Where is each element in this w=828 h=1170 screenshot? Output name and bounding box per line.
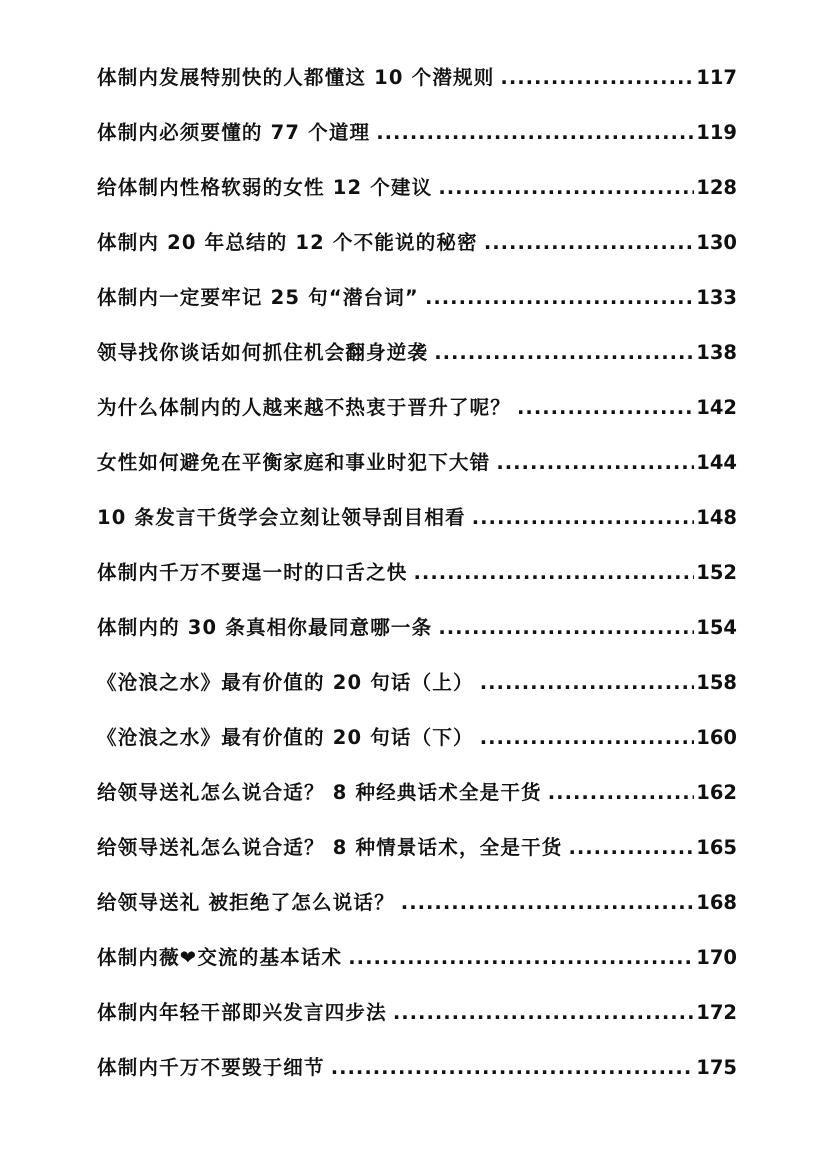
toc-entry[interactable] [97, 884, 737, 939]
toc-entry-title: 体制内千万不要逞一时的口舌之快 [97, 561, 408, 584]
toc-entry-page: 172 [696, 1001, 737, 1024]
toc-entry-page: 128 [696, 176, 737, 199]
toc-entry[interactable] [97, 279, 737, 334]
dot-leader [331, 1049, 695, 1087]
toc-entry-title: 体制内 20 年总结的 12 个不能说的秘密 [97, 231, 478, 254]
toc-entry[interactable] [97, 664, 737, 719]
dot-leader [376, 114, 694, 152]
toc-entry-title: 10 条发言干货学会立刻让领导刮目相看 [97, 506, 466, 529]
toc-entry-page: 142 [696, 396, 737, 419]
dot-leader [472, 499, 695, 537]
toc-entry-page: 144 [696, 451, 737, 474]
toc-entry-page: 170 [696, 946, 737, 969]
dot-leader [496, 444, 694, 482]
toc-entry[interactable] [97, 829, 737, 884]
toc-entry-page: 117 [696, 66, 737, 89]
toc-entry-page: 160 [696, 726, 737, 749]
dot-leader [401, 884, 694, 922]
dot-leader [480, 664, 695, 702]
toc-entry[interactable] [97, 719, 737, 774]
dot-leader [548, 774, 695, 812]
toc-entry-page: 133 [696, 286, 737, 309]
toc-entry-title: 领导找你谈话如何抓住机会翻身逆袭 [97, 341, 429, 364]
toc-entry-title: 体制内的 30 条真相你最同意哪一条 [97, 616, 433, 639]
toc-entry-title: 体制内发展特别快的人都懂这 10 个潜规则 [97, 66, 495, 89]
dot-leader [568, 829, 694, 867]
toc-entry[interactable] [97, 939, 737, 994]
toc-entry-title: 体制内必须要懂的 77 个道理 [97, 121, 371, 144]
dot-leader [484, 224, 694, 262]
dot-leader [348, 939, 694, 977]
toc-entry-page: 119 [696, 121, 737, 144]
dot-leader [500, 59, 694, 97]
toc-entry[interactable] [97, 389, 737, 444]
toc-entry-page: 175 [696, 1056, 737, 1079]
toc-entry-title: 给领导送礼 被拒绝了怎么说话？ [97, 891, 395, 914]
dot-leader [480, 719, 695, 757]
toc-entry-page: 168 [696, 891, 737, 914]
toc-entry[interactable] [97, 554, 737, 609]
toc-entry-title: 给领导送礼怎么说合适？ 8 种情景话术，全是干货 [97, 836, 563, 859]
toc-entry-page: 152 [696, 561, 737, 584]
dot-leader [393, 994, 694, 1032]
toc-entry[interactable] [97, 114, 737, 169]
toc-entry-title: 给领导送礼怎么说合适？ 8 种经典话术全是干货 [97, 781, 542, 804]
dot-leader [425, 279, 694, 317]
toc-entry-title: 体制内年轻干部即兴发言四步法 [97, 1001, 387, 1024]
toc-entry-page: 138 [696, 341, 737, 364]
dot-leader [517, 389, 694, 427]
toc-entry[interactable] [97, 609, 737, 664]
toc-entry-title: 体制内一定要牢记 25 句“潜台词” [97, 286, 419, 309]
toc-entry[interactable] [97, 224, 737, 279]
toc-entry[interactable] [97, 334, 737, 389]
toc-entry[interactable] [97, 444, 737, 499]
toc-entry-page: 148 [696, 506, 737, 529]
toc-entry-page: 165 [696, 836, 737, 859]
toc-entry-page: 154 [696, 616, 737, 639]
toc-entry-title: 为什么体制内的人越来越不热衷于晋升了呢？ [97, 396, 512, 419]
toc-entry-title: 《沧浪之水》最有价值的 20 句话（下） [97, 726, 474, 749]
dot-leader [438, 169, 694, 207]
toc-entry-title: 给体制内性格软弱的女性 12 个建议 [97, 176, 433, 199]
toc-entry-page: 162 [696, 781, 737, 804]
toc-entry-title: 体制内薇❤交流的基本话术 [97, 946, 343, 969]
toc-entry-title: 女性如何避免在平衡家庭和事业时犯下大错 [97, 451, 491, 474]
toc-entry-title: 体制内千万不要毁于细节 [97, 1056, 325, 1079]
toc-entry[interactable] [97, 1049, 737, 1104]
toc-entry[interactable] [97, 59, 737, 114]
toc-entry[interactable] [97, 994, 737, 1049]
toc-entry[interactable] [97, 499, 737, 554]
table-of-contents [97, 59, 737, 1104]
toc-entry-title: 《沧浪之水》最有价值的 20 句话（上） [97, 671, 474, 694]
toc-entry[interactable] [97, 774, 737, 829]
toc-entry-page: 130 [696, 231, 737, 254]
dot-leader [434, 334, 694, 372]
dot-leader [438, 609, 694, 647]
toc-entry[interactable] [97, 169, 737, 224]
toc-entry-page: 158 [696, 671, 737, 694]
dot-leader [414, 554, 695, 592]
